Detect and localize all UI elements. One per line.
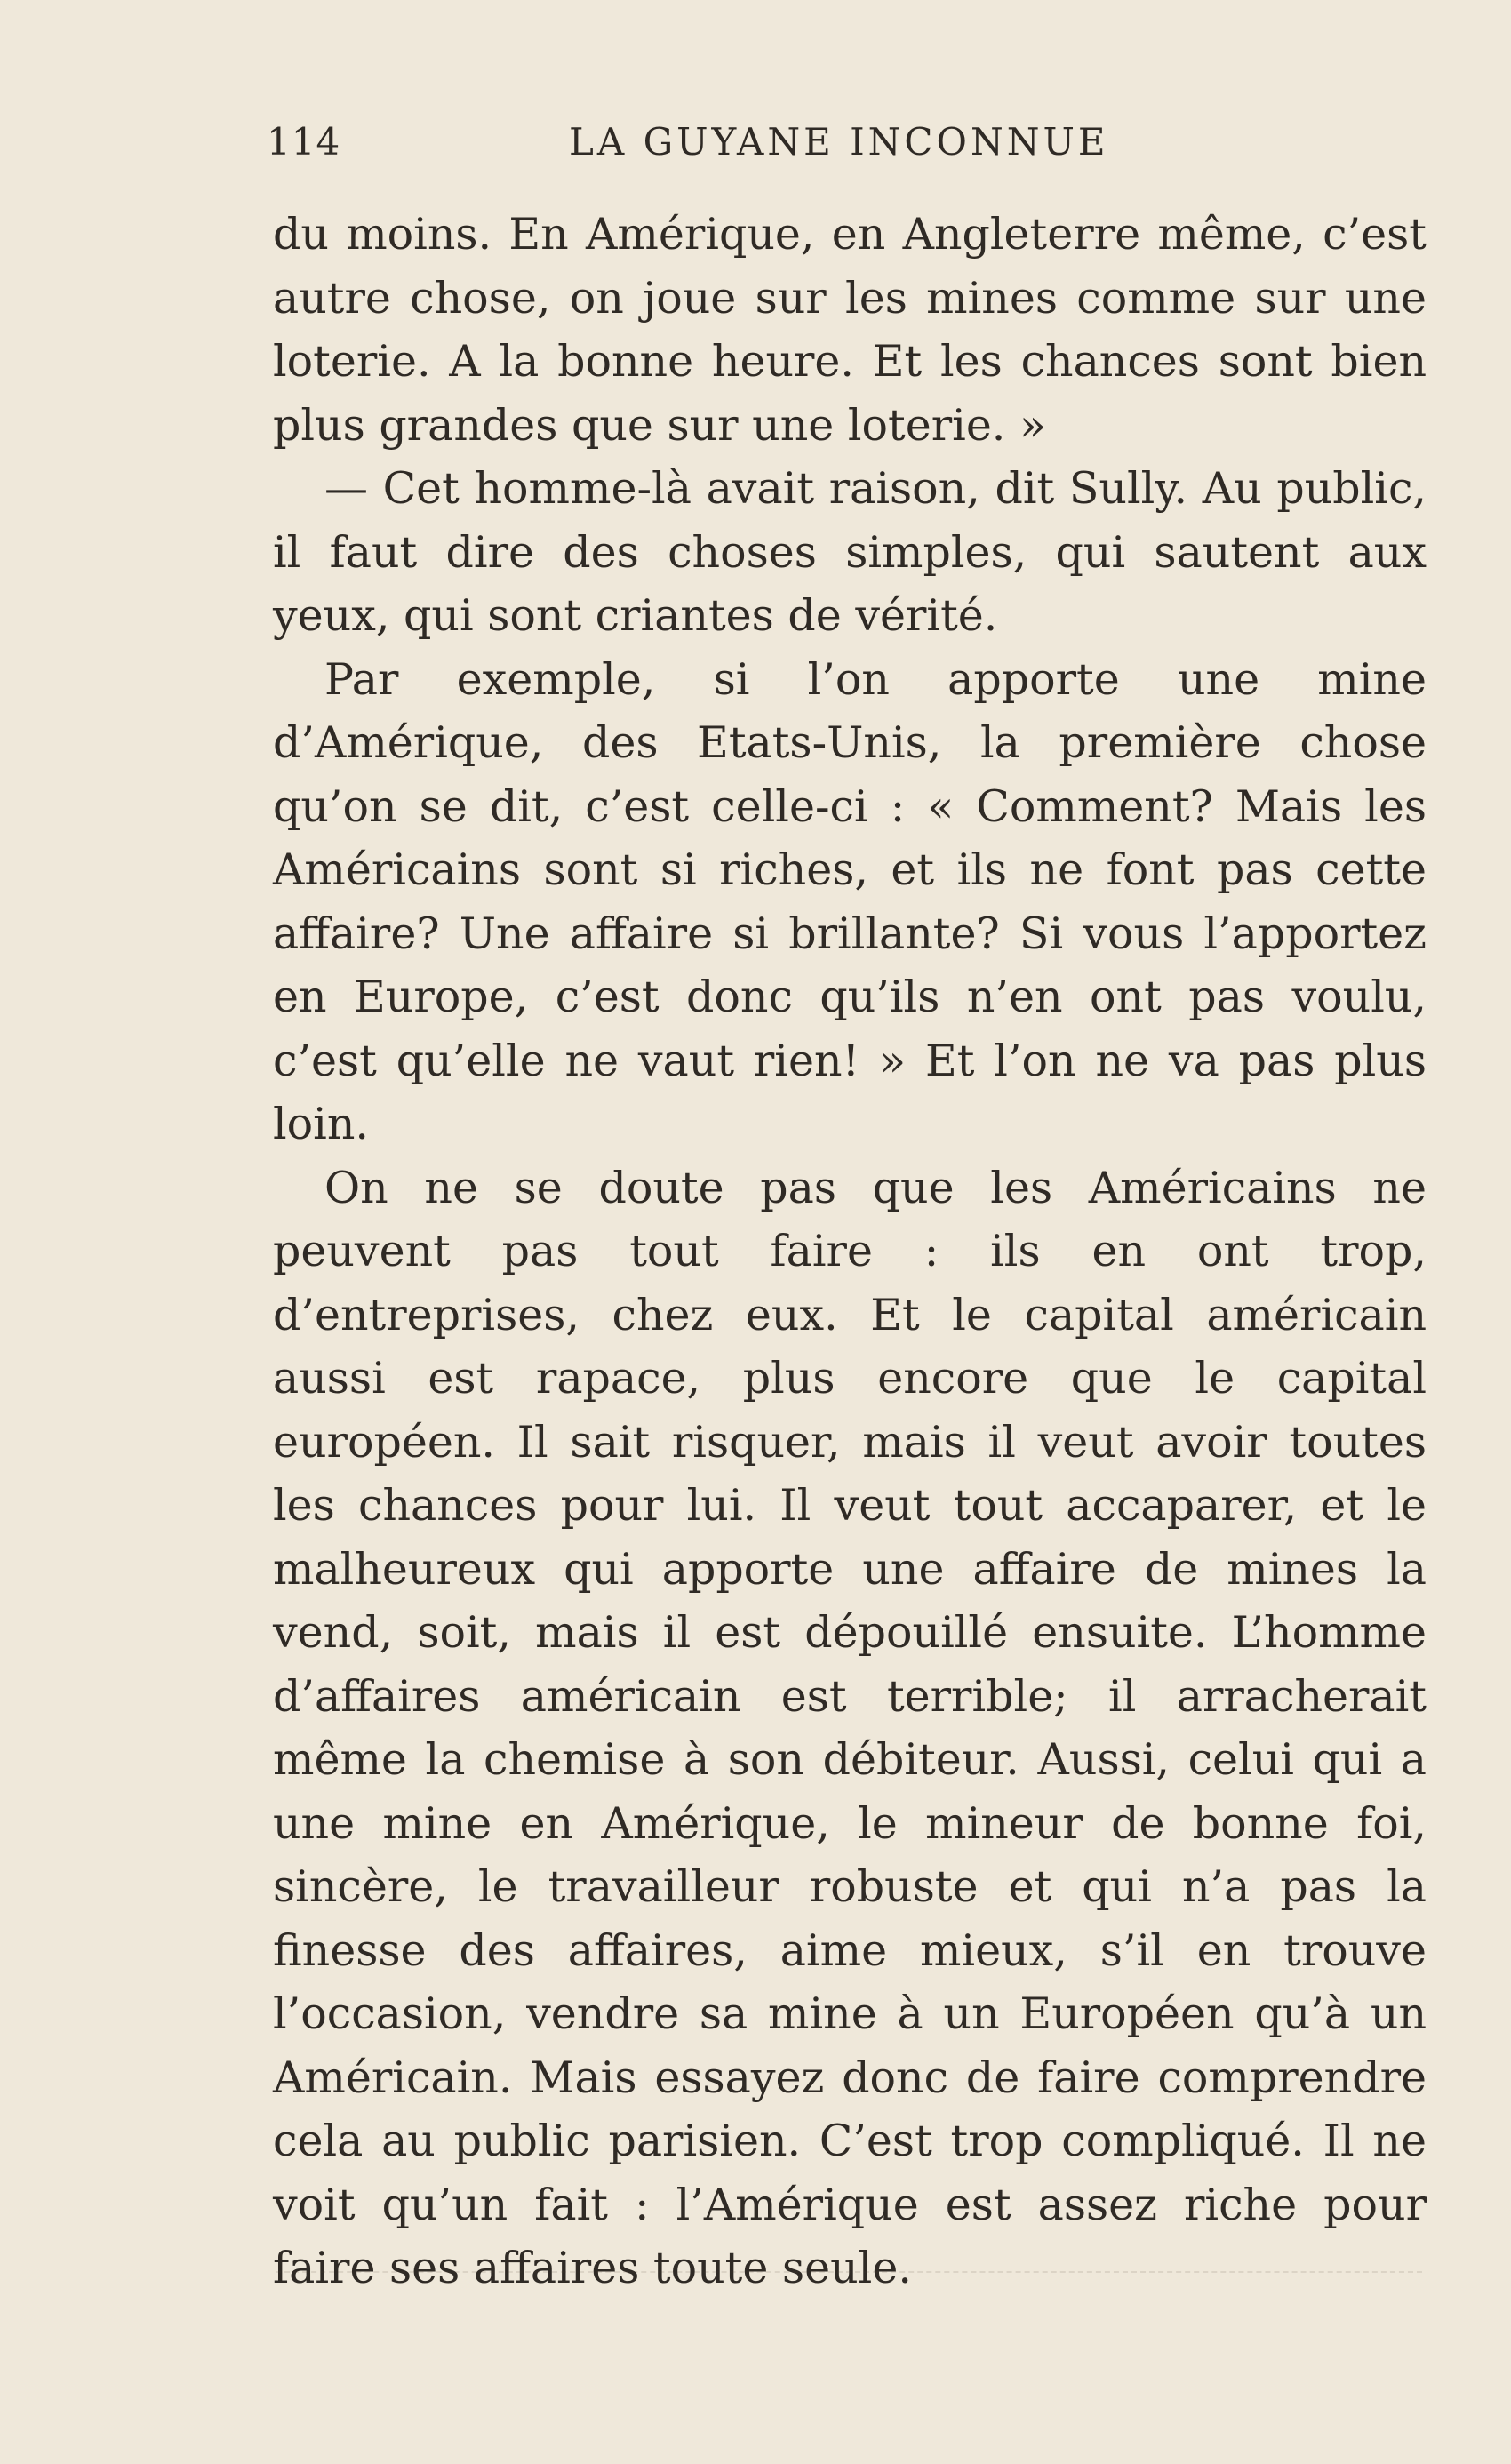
page-number: 114 [267,120,341,164]
paragraph: du moins. En Amérique, en Angleterre même, c’est autre chose, on joue sur les mines comme sur une loterie. A la bonne heure. Et les chances sont bien plus grandes que sur une loterie. » [273,209,1427,451]
paragraph: On ne se doute pas que les Américains ne peuvent pas tout faire : ils en ont trop, d’entreprises, chez eux. Et le capital américain aussi est rapace, plus encore que le capital européen. Il sait risquer, mais il veut avoir toutes les chances pour lui. Il veut tout accaparer, et le malheureux qui apporte une affaire de mines la vend, soit, mais il est dépouillé ensuite. L’homme d’affaires américain est terrible; il arracherait même la chemise à son débiteur. Aussi, celui qui a une mine en Amérique, le mineur de bonne foi, sincère, le travailleur robuste et qui n’a pas la finesse des affaires, aime mieux, s’il en trouve l’occasion, vendre sa mine à un Européen qu’à un Américain. Mais essayez donc de faire comprendre cela au public parisien. C’est trop compliqué. Il ne voit qu’un fait : l’Amérique est assez riche pour faire ses affaires toute seule. [273,1162,1427,2293]
paragraph: — Cet homme-là avait raison, dit Sully. Au public, il faut dire des choses simples, qui sautent aux yeux, qui sont criantes de vérité. [273,463,1427,641]
running-title: LA GUYANE INCONNUE [569,120,1109,164]
page-bottom-divider [276,2271,1422,2273]
paragraph: Par exemple, si l’on apporte une mine d’Amérique, des Etats-Unis, la première chose qu’on se dit, c’est celle-ci : « Comment? Mais les Américains sont si riches, et ils ne font pas cette affaire? Une affaire si brillante? Si vous l’apportez en Europe, c’est donc qu’ils n’en ont pas voulu, c’est qu’elle ne vaut rien! » Et l’on ne va pas plus loin. [273,653,1427,1149]
body-text [273,203,1427,2300]
